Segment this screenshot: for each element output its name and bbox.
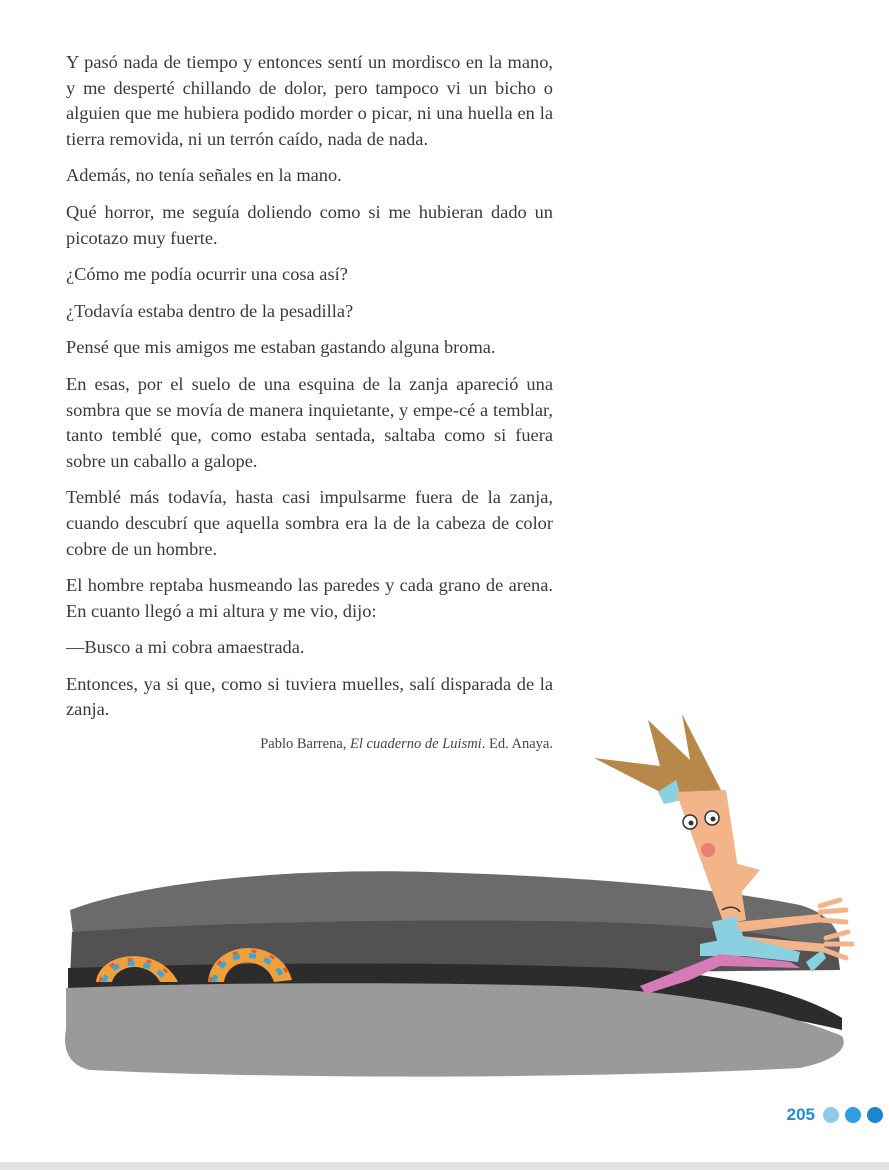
paragraph-3: Qué horror, me seguía doliendo como si me hubieran dado un picotazo muy fuerte. [66,201,553,248]
paragraph-1: Y pasó nada de tiempo y entonces sentí un mordisco en la mano, y me desperté chillando de dolor, pero tampoco vi un bicho o alguien que me hubiera podido morder o picar, ni una huella en la tierra removida, ni un terrón caído, nada de nada. [66,52,553,149]
paragraph-4: ¿Cómo me podía ocurrir una cosa así? [66,264,348,285]
credit-publisher: . Ed. Anaya. [481,736,553,753]
paragraph-6: Pensé que mis amigos me estaban gastando alguna broma. [66,337,496,358]
credit-book-title: El cuaderno de Luismi [350,736,482,753]
paragraph-8: Temblé más todavía, hasta casi impulsarme fuera de la zanja, cuando descubrí que aquella sombra era la de la cabeza de color cobre de un hombre. [66,487,553,559]
paragraph-11: Entonces, ya si que, como si tuviera muelles, salí disparada de la zanja. [66,673,553,720]
credit-author: Pablo Barrena, [260,736,351,753]
page-number: 205 [786,1105,815,1124]
paragraph-5: ¿Todavía estaba dentro de la pesadilla? [66,300,354,321]
story-text [66,50,553,758]
footer-dot-2 [845,1107,861,1123]
paragraph-2: Además, no tenía señales en la mano. [66,165,342,186]
paragraph-7: En esas, por el suelo de una esquina de la zanja apareció una sombra que se movía de manera inquietante, y empe-cé a temblar, tanto temblé que, como estaba sentada, saltaba como si fuera sobre un caballo a galope. [66,373,553,471]
footer-dot-1 [823,1107,839,1123]
paragraph-9: El hombre reptaba husmeando las paredes y cada grano de arena. En cuanto llegó a mi altura y me vio, dijo: [66,575,553,621]
bottom-edge-bar [0,1162,889,1170]
paragraph-10: —Busco a mi cobra amaestrada. [66,637,305,658]
footer-dot-3 [867,1107,883,1123]
trench-illustration [0,700,889,1100]
page-footer [787,1104,883,1126]
